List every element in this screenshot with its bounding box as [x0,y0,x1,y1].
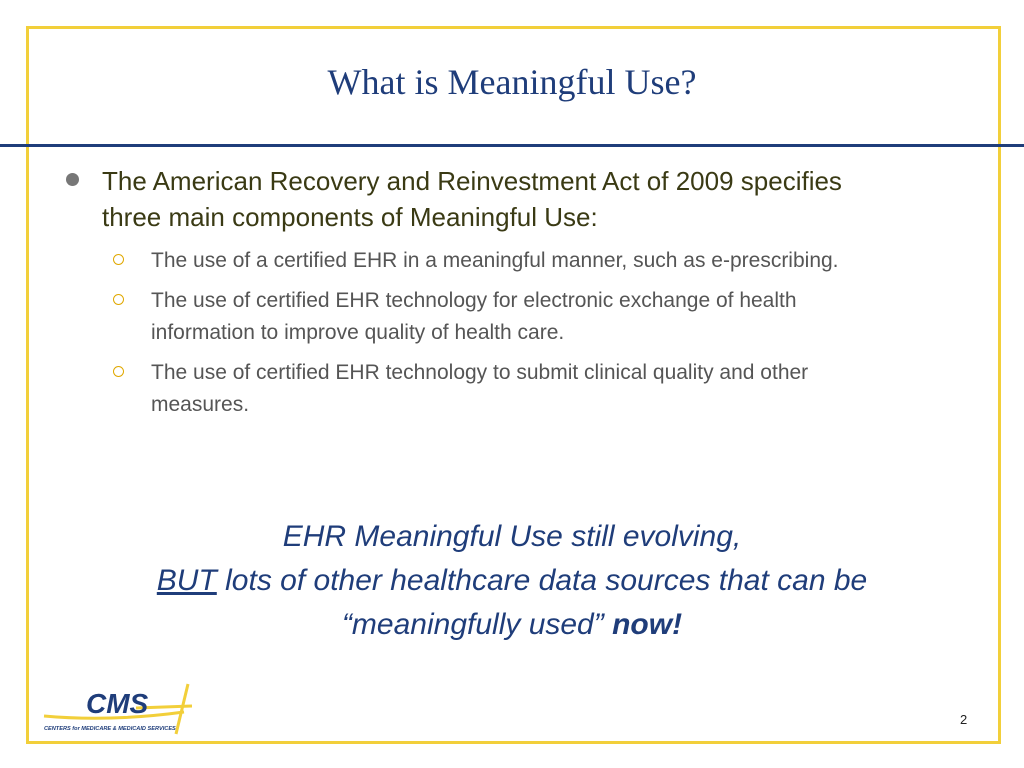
note-line-3-text: “meaningfully used” [341,608,613,641]
note-line-2-rest: lots of other healthcare data sources that can be [216,564,868,597]
sub-bullet-list [113,245,903,429]
sub-bullet [113,245,903,277]
closing-note [40,515,984,647]
slide-title: What is Meaningful Use? [327,62,697,102]
cms-logo-caption: CENTERS for MEDICARE & MEDICAID SERVICES [44,726,176,732]
ring-bullet-icon [113,254,124,265]
main-bullet-text: The American Recovery and Reinvestment Act of 2009 specifies three main components of Meaningful Use: [102,166,842,232]
page-number: 2 [960,712,968,727]
ring-bullet-icon [113,294,124,305]
sub-bullet-text: The use of a certified EHR in a meaningful manner, such as e-prescribing. [151,249,839,272]
note-but: BUT [156,564,217,597]
sub-bullet [113,357,903,421]
note-now: now! [612,608,683,641]
sub-bullet-text: The use of certified EHR technology for electronic exchange of health information to improve quality of health care. [151,289,797,344]
main-bullet [64,163,894,235]
cms-logo [40,682,192,738]
title-divider [0,144,1024,147]
note-line-1: EHR Meaningful Use still evolving, [282,520,742,553]
sub-bullet [113,285,903,349]
cms-logo-wordmark: CMS [86,688,149,719]
sub-bullet-text: The use of certified EHR technology to submit clinical quality and other measures. [151,361,809,416]
ring-bullet-icon [113,366,124,377]
bullet-dot-icon [66,173,79,186]
note-line-3 [40,603,984,647]
note-line-2 [40,559,984,603]
